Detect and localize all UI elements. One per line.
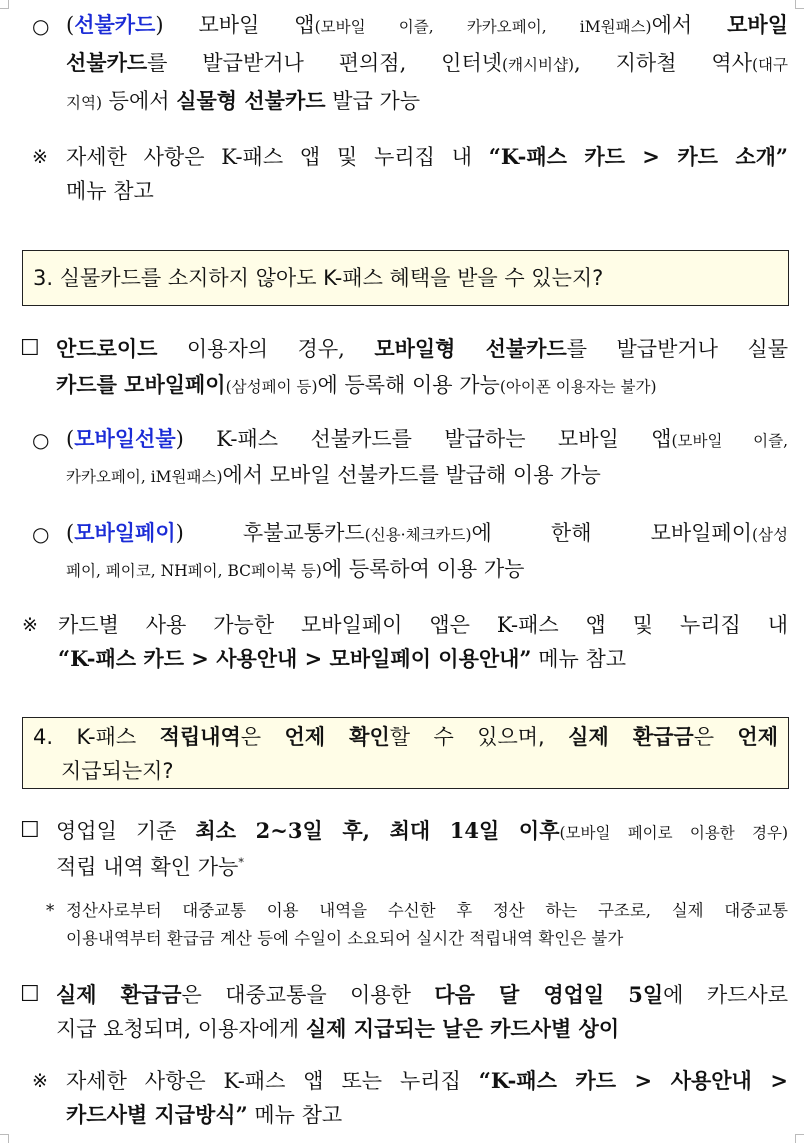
a4-p2-line-1: 실제 환급금은 대중교통을 이용한 다음 달 영업일 5일에 카드사로 xyxy=(56,982,788,1007)
question-4-box xyxy=(22,717,789,789)
note-line-2: 메뉴 참고 xyxy=(66,179,154,203)
a4-note-line-1: 자세한 사항은 K-패스 앱 또는 누리집 “K-패스 카드 > 사용안내 > xyxy=(66,1068,788,1093)
a3-line-1: 안드로이드 이용자의 경우, 모바일형 선불카드를 발급받거나 실물 xyxy=(56,336,789,361)
page-corner-mark xyxy=(795,0,804,9)
a3-note-line-2: “K-패스 카드 > 사용안내 > 모바일페이 이용안내” 메뉴 참고 xyxy=(58,646,627,671)
a4-p2-line-2: 지급 요청되며, 이용자에게 실제 지급되는 날은 카드사별 상이 xyxy=(56,1016,620,1041)
a4-p1-line-1: 영업일 기준 최소 2~3일 후, 최대 14일 이후(모바일 페이로 이용한 경우) xyxy=(56,818,789,843)
circle-bullet: ○ xyxy=(32,428,50,452)
page-corner-mark xyxy=(0,0,9,9)
prepaid-line-2: 선불카드를 발급받거나 편의점, 인터넷(캐시비샵), 지하철 역사(대구 xyxy=(66,50,788,75)
note-line-1: 자세한 사항은 K-패스 앱 및 누리집 내 “K-패스 카드 > 카드 소개” xyxy=(66,144,788,169)
checkbox-bullet: ☐ xyxy=(20,336,40,361)
a4-p1-line-2: 적립 내역 확인 가능* xyxy=(56,855,244,879)
s1-line-2: 카카오페이, iM원패스)에서 모바일 선불카드를 발급해 이용 가능 xyxy=(66,463,601,487)
footnote-line-2: 이용내역부터 환급금 계산 등에 수일이 소요되어 실시간 적립내역 확인은 불가 xyxy=(66,929,624,948)
circle-bullet: ○ xyxy=(32,14,50,38)
footnote-mark: * xyxy=(46,901,55,920)
question-3-title: 3. 실물카드를 소지하지 않아도 K-패스 혜택을 받을 수 있는지? xyxy=(33,266,604,290)
a3-line-2: 카드를 모바일페이(삼성페이 등)에 등록해 이용 가능(아이폰 이용자는 불가) xyxy=(56,372,657,397)
a3-note-line-1: 카드별 사용 가능한 모바일페이 앱은 K-패스 앱 및 누리집 내 xyxy=(58,613,788,637)
prepaid-line-1: (선불카드) 모바일 앱(모바일 이즐, 카카오페이, iM원패스)에서 모바일 xyxy=(66,12,788,37)
reference-mark: ※ xyxy=(22,614,38,636)
page-corner-mark xyxy=(795,1134,804,1143)
reference-mark: ※ xyxy=(32,146,48,168)
s2-line-1: (모바일페이) 후불교통카드(신용·체크카드)에 한해 모바일페이(삼성 xyxy=(66,521,788,545)
checkbox-bullet: ☐ xyxy=(20,982,40,1007)
a4-note-line-2: 카드사별 지급방식” 메뉴 참고 xyxy=(66,1102,343,1127)
checkbox-bullet: ☐ xyxy=(20,818,40,843)
question-3-box xyxy=(22,250,789,306)
page-corner-mark xyxy=(0,1134,9,1143)
s2-line-2: 페이, 페이코, NH페이, BC페이북 등)에 등록하여 이용 가능 xyxy=(66,557,525,581)
circle-bullet: ○ xyxy=(32,522,50,546)
question-4-title-line-2: 지급되는지? xyxy=(61,759,174,783)
footnote-line-1: 정산사로부터 대중교통 이용 내역을 수신한 후 정산 하는 구조로, 실제 대중교통 xyxy=(66,901,788,920)
prepaid-line-3: 지역) 등에서 실물형 선불카드 발급 가능 xyxy=(66,88,421,113)
question-4-title-line-1: 4. K-패스 적립내역은 언제 확인할 수 있으며, 실제 환급금은 언제 xyxy=(33,725,778,749)
reference-mark: ※ xyxy=(32,1070,48,1092)
s1-line-1: (모바일선불) K-패스 선불카드를 발급하는 모바일 앱(모바일 이즐, xyxy=(66,427,788,451)
